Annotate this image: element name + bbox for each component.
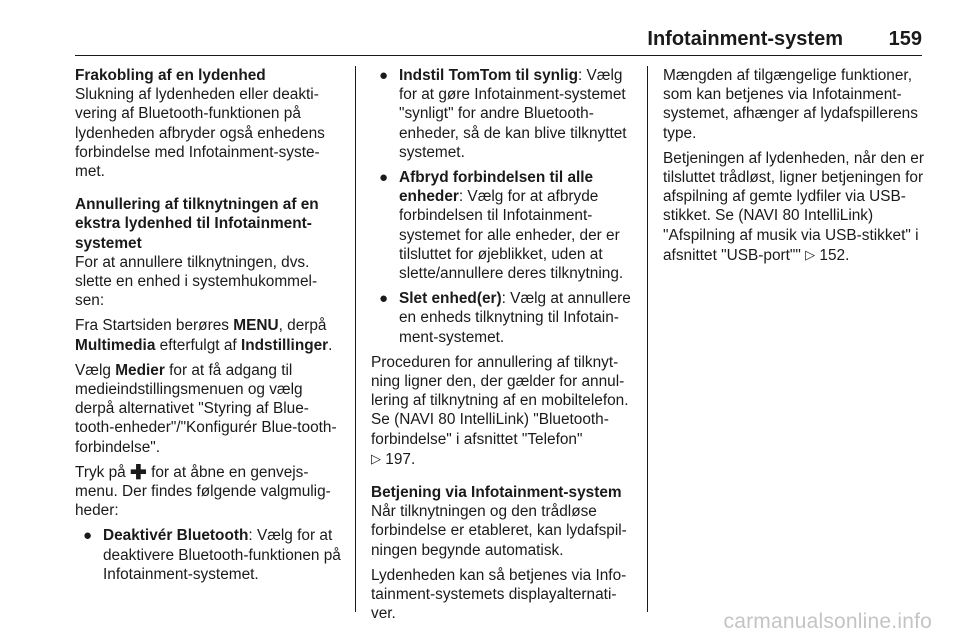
column-3 [663,66,928,271]
paragraph [371,353,636,469]
page-reference: 197. [385,450,416,468]
option-list [75,526,345,584]
plus-icon: ✚ [130,461,147,484]
option-term: Afbryd forbindelsen til alle enheder [399,169,594,206]
paragraph [663,149,928,265]
text: Proceduren for annullering af tilknyt-ning ligner den, der gælder for annul-lering af tilknytning af en mobiltelefon. Se (NAVI 80 IntelliLink) "Bluetooth-forbindelse" i afsnittet "Telefon" [371,353,629,448]
text: efterfulgt af [155,336,241,354]
page-reference: 152. [819,246,850,264]
menu-term: MENU [233,317,279,335]
text: Fra Startsiden berøres [75,317,234,335]
paragraph [75,463,345,521]
paragraph [75,316,345,354]
paragraph: For at annullere tilknytningen, dvs. slette en enhed i systemhukommel-sen: [75,253,318,310]
column-2 [371,66,636,629]
section-heading-disconnect: Frakobling af en lydenhed [75,67,266,84]
column-divider-1 [355,66,356,612]
text: for at få adgang til medieindstillingsmenuen og vælg derpå alternativet "Styring af Blue-tooth-enheder"/"Konfigurér Blue-tooth-forbindelse". [75,361,337,456]
text: Vælg [75,361,116,379]
section-heading-operation: Betjening via Infotainment-system [371,484,622,502]
text: : Vælg for at gøre Infotainment-systemet "synligt" for andre Bluetooth-enheder, så de kan blive tilknyttet systemet. [399,67,627,161]
bullet-icon: ● [379,169,389,187]
text: : Vælg for at afbryde forbindelsen til Infotainment-systemet for alle enheder, der er tilsluttet for øjeblikket, uden at slette/annullere deres tilknytning. [399,188,624,283]
bullet-icon: ● [83,527,93,545]
section-heading-unpair: Annullering af tilknytningen af en ekstra lydenhed til Infotainment-systemet [75,196,319,252]
text: . [328,336,333,354]
paragraph [75,361,345,457]
column-divider-2 [647,66,648,612]
option-term: Indstil TomTom til synlig [399,67,578,84]
option-list [371,66,636,347]
bullet-icon: ● [379,67,389,84]
watermark: carmanualsonline.info [723,610,932,633]
page-reference-arrow-icon: ▷ [805,246,816,262]
list-item [371,168,636,283]
list-item [371,289,636,347]
settings-term: Indstillinger [240,336,329,354]
paragraph: Slukning af lydenheden eller deakti-vering af Bluetooth-funktionen på lydenheden afbryder også enhedens forbindelse med Infotainment-syste-met. [75,86,325,181]
text: Betjeningen af lydenheden, når den er tilsluttet trådløst, ligner betjeningen for afspilning af gemte lydfiler via USB-stikket. Se (NAVI 80 IntelliLink) "Afspilning af musik via USB-stikket" i afsnittet "USB-port"" [663,149,924,264]
option-term: Deaktivér Bluetooth [103,527,249,545]
paragraph: Mængden af tilgængelige funktioner, som kan betjenes via Infotainment-systemet, afhænger af lydafspillerens type. [663,67,918,142]
text: : Vælg for at deaktivere Bluetooth-funktionen på Infotainment-systemet. [103,527,341,583]
page-reference-arrow-icon: ▷ [371,450,381,466]
list-item [371,66,636,162]
paragraph: Når tilknytningen og den trådløse forbindelse er etableret, kan lydafspil-ningen begynde automatisk. [371,503,627,559]
media-term: Medier [115,361,165,379]
text: , derpå [278,317,327,335]
column-1 [75,66,345,590]
list-item [75,526,345,584]
bullet-icon: ● [379,290,389,308]
header-rule [75,55,922,56]
option-term: Slet enhed(er) [399,290,502,308]
header-title: Infotainment-system [647,28,843,50]
text: : Vælg at annullere en enheds tilknytning til Infotain-ment-systemet. [399,290,631,346]
paragraph: Lydenheden kan så betjenes via Info-tainment-systemets displayalternati-ver. [371,566,627,623]
text: Tryk på [75,463,131,481]
multimedia-term: Multimedia [75,336,156,354]
page-number: 159 [888,28,922,50]
text: for at åbne en genvejs-menu. Der findes følgende valgmulig-heder: [75,463,331,520]
